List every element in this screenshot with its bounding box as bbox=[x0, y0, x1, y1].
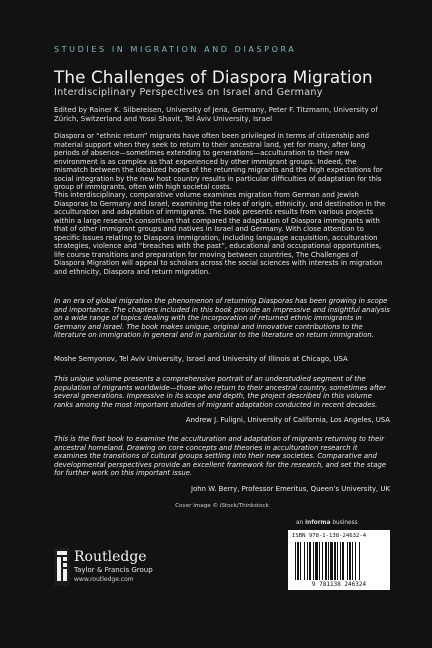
routledge-logo-icon bbox=[54, 548, 70, 586]
informa-brand: informa bbox=[305, 520, 331, 526]
publisher-block bbox=[74, 549, 153, 584]
cover-image-credit: Cover image © iStock/Thinkstock bbox=[175, 503, 269, 509]
blurb-paragraph: Diaspora or “ethnic return” migrants have often been privileged in terms of citizenship and material support when they seek to return to their ancestral land, yet for many, after long periods of absence—sometimes extending to generations—acculturation to their new environment is as complex as that experienced by other immigrant groups. Indeed, the mismatch between the idealized hopes of the returning migrants and the high expectations for social integration by the new host country results in particular difficulties of adaptation for this group of immigrants, often with high societal costs. bbox=[54, 132, 383, 191]
blurb-paragraph: This interdisciplinary, comparative volume examines migration from German and Jewish Diasporas to Germany and Israel, examining the roles of origin, ethnicity, and destination in the acculturation and adaptation of immigrants. The book presents results from various projects within a large research consortium that compared the adaptation of Diaspora immigrants with that of other immigrant groups and natives in Israel and Germany. With close attention to specific issues relating to Diaspora immigration, including language acquisition, acculturation strategies, violence and “breaches with the past”, educational and occupational opportunities, life course transitions and preparation for moving between countries, The Challenges of Diaspora Migration will appeal to scholars across the social sciences with interests in migration and ethnicity, Diaspora and return migration. bbox=[54, 191, 386, 276]
review-author: Andrew J. Fuligni, University of California, Los Angeles, USA bbox=[185, 416, 390, 424]
publisher-name: Routledge bbox=[74, 549, 147, 565]
series-name: STUDIES IN MIGRATION AND DIASPORA bbox=[54, 45, 297, 54]
isbn-label: ISBN 978-1-138-24632-4 bbox=[292, 533, 367, 539]
informa-prefix: an bbox=[296, 520, 306, 526]
publisher-group: Taylor & Francis Group bbox=[74, 566, 153, 574]
isbn-digits: 9 781138 246324 bbox=[311, 581, 367, 588]
book-subtitle: Interdisciplinary Perspectives on Israel and Germany bbox=[54, 87, 323, 98]
informa-business-tag bbox=[296, 520, 358, 526]
barcode-bars bbox=[294, 542, 384, 580]
review-quote: This unique volume presents a comprehensive portrait of an understudied segment of the population of migrants worldwide—those who return to their ancestral country, sometimes after several generations. Impressive in its scope and depth, the project described in this volume ranks among the most important studies of migrant adaptation conducted in recent decades. bbox=[54, 375, 387, 409]
book-title: The Challenges of Diaspora Migration bbox=[54, 67, 373, 87]
review-author: John W. Berry, Professor Emeritus, Queen’s University, UK bbox=[191, 485, 390, 493]
publisher-url[interactable]: www.routledge.com bbox=[74, 576, 134, 583]
review-quote: This is the first book to examine the acculturation and adaptation of migrants returning to their ancestral homeland. Drawing on core concepts and theories in acculturation research it examines the transitions of cultural groups settling into their new societies. Comparative and developmental perspectives provide an excellent framework for the research, and set the stage for further work on this important issue. bbox=[54, 435, 387, 477]
review-author: Moshe Semyonov, Tel Aviv University, Israel and University of Illinois at Chicago, USA bbox=[54, 355, 348, 363]
informa-suffix: business bbox=[330, 520, 358, 526]
editors-line: Edited by Rainer K. Silbereisen, University of Jena, Germany, Peter F. Titzmann, University of Zürich, Switzerland and Yossi Shavit, Tel Aviv University, Israel bbox=[54, 106, 378, 123]
barcode bbox=[288, 530, 390, 590]
review-quote: In an era of global migration the phenomenon of returning Diasporas has been growing in scope and importance. The chapters included in this book provide an impressive and insightful analysis on a wide range of topics dealing with the incorporation of returned ethnic immigrants in Germany and Israel. The book makes unique, original and innovative contributions to the literature on immigration in general and in particular to the literature on return immigration. bbox=[54, 297, 390, 339]
